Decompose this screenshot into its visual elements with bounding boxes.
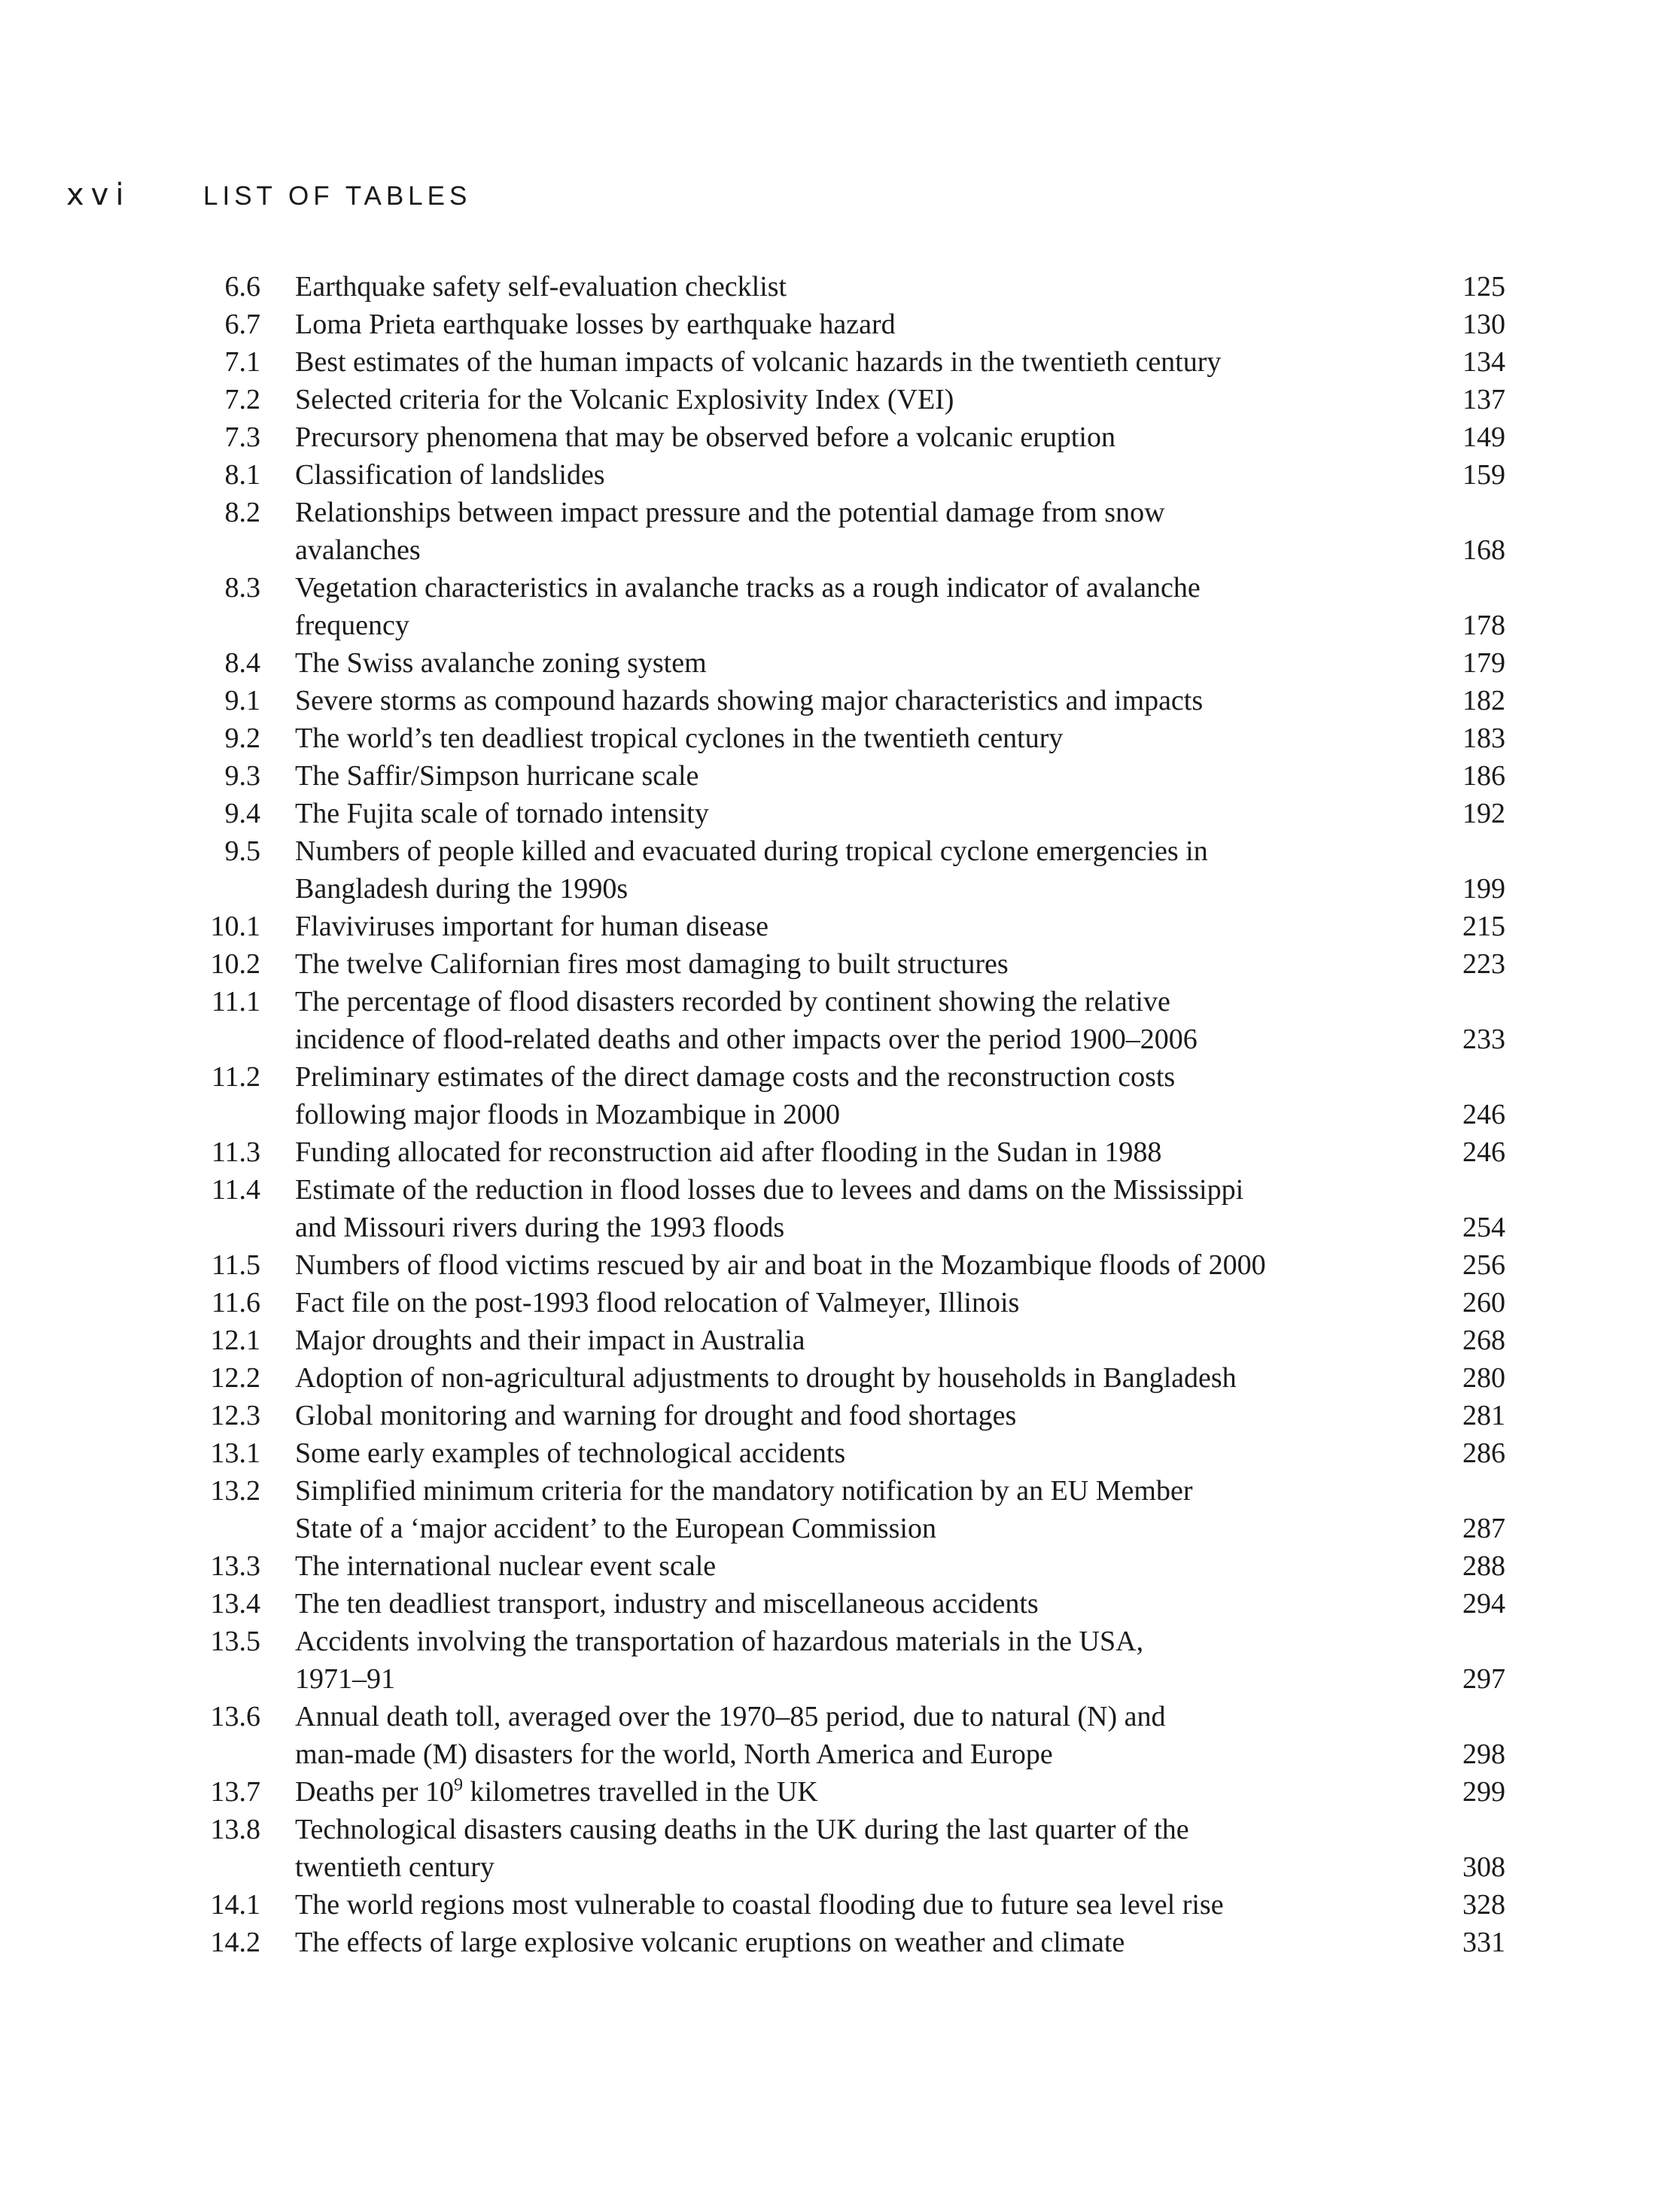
table-title [295,1886,1394,1924]
table-title-line: Some early examples of technological accidents [295,1437,846,1469]
page-number: 260 [1462,1287,1505,1319]
toc-entry [0,1811,1680,1886]
table-title [295,1623,1394,1698]
page-number: 178 [1462,610,1505,641]
table-title-line: Precursory phenomena that may be observed before a volcanic eruption [295,421,1115,453]
table-number: 11.1 [211,986,260,1017]
superscript-exponent: 9 [454,1775,464,1795]
table-title-line: Severe storms as compound hazards showing major characteristics and impacts [295,685,1204,716]
table-number: 9.4 [224,798,260,829]
page-number: 286 [1462,1437,1505,1469]
running-head-title: LIST OF TABLES [203,181,472,211]
toc-entry [0,1058,1680,1133]
table-number: 13.3 [210,1550,260,1582]
table-title-line: Accidents involving the transportation of hazardous materials in the USA, [295,1626,1144,1657]
toc-entry [0,1397,1680,1434]
table-title-line: twentieth century [295,1851,495,1883]
table-title-line: frequency [295,610,409,641]
table-title [295,1322,1394,1359]
table-title-text: kilometres travelled in the UK [463,1776,818,1808]
table-number: 11.3 [211,1136,260,1168]
page-number: 186 [1462,760,1505,792]
page-number: 137 [1462,384,1505,415]
toc-entry [0,1472,1680,1547]
table-title-line: Vegetation characteristics in avalanche tracks as a rough indicator of avalanche [295,572,1201,604]
toc-entry [0,1246,1680,1284]
table-number: 10.2 [210,948,260,980]
table-title [295,1397,1394,1434]
table-title-line: Major droughts and their impact in Australia [295,1325,805,1356]
toc-entry [0,945,1680,983]
toc-entry [0,1322,1680,1359]
table-title [295,1472,1394,1547]
toc-entry [0,1623,1680,1698]
toc-entry [0,719,1680,757]
toc-entry [0,757,1680,795]
table-title [295,1698,1394,1773]
table-title-line: The effects of large explosive volcanic eruptions on weather and climate [295,1927,1125,1958]
table-title [295,1058,1394,1133]
table-number: 8.3 [224,572,260,604]
page-number: 308 [1462,1851,1505,1883]
table-title-line: Annual death toll, averaged over the 1970–85 period, due to natural (N) and [295,1701,1166,1732]
table-title [295,1133,1394,1171]
table-title-line: Funding allocated for reconstruction aid after flooding in the Sudan in 1988 [295,1136,1162,1168]
table-number: 12.2 [210,1362,260,1394]
table-number: 9.5 [224,835,260,867]
table-title [295,381,1394,418]
page-number: 254 [1462,1212,1505,1243]
table-title-line: following major floods in Mozambique in 2000 [295,1099,841,1130]
toc-entry [0,456,1680,494]
table-title [295,1585,1394,1623]
page-number: 287 [1462,1513,1505,1544]
table-title [295,306,1394,343]
table-title-line: Loma Prieta earthquake losses by earthquake hazard [295,309,896,340]
table-title-line: Best estimates of the human impacts of volcanic hazards in the twentieth century [295,346,1222,378]
table-title-line: State of a ‘major accident’ to the European Commission [295,1513,936,1544]
toc-entry [0,1547,1680,1585]
page-number: 299 [1462,1776,1505,1808]
toc-entry [0,268,1680,306]
table-title [295,983,1394,1058]
toc-entry [0,569,1680,644]
table-number: 13.5 [210,1626,260,1657]
page-number: 223 [1462,948,1505,980]
page-number: 192 [1462,798,1505,829]
table-title [295,757,1394,795]
table-title-line: Fact file on the post-1993 flood relocation of Valmeyer, Illinois [295,1287,1020,1319]
table-title [295,795,1394,832]
table-title [295,1246,1394,1284]
table-number: 12.1 [210,1325,260,1356]
page-number: 281 [1462,1400,1505,1431]
table-title [295,494,1394,569]
page-number: 149 [1462,421,1505,453]
toc-entry [0,908,1680,945]
page-number: 246 [1462,1099,1505,1130]
toc-entry [0,494,1680,569]
toc-entry [0,1698,1680,1773]
table-title [295,569,1394,644]
table-title-line: incidence of flood-related deaths and other impacts over the period 1900–2006 [295,1024,1198,1055]
table-number: 13.2 [210,1475,260,1507]
toc-entry [0,1434,1680,1472]
page-number: 159 [1462,459,1505,491]
table-title [295,343,1394,381]
page-number: 294 [1462,1588,1505,1620]
toc-entry [0,1886,1680,1924]
toc-entry [0,1171,1680,1246]
table-title [295,719,1394,757]
toc-entry [0,1133,1680,1171]
table-title-line: The ten deadliest transport, industry and miscellaneous accidents [295,1588,1039,1620]
page-number: 179 [1462,647,1505,679]
table-title-line: Simplified minimum criteria for the mandatory notification by an EU Member [295,1475,1193,1507]
table-title-line: Global monitoring and warning for drought and food shortages [295,1400,1017,1431]
page-number: 182 [1462,685,1505,716]
table-title-line: Technological disasters causing deaths in the UK during the last quarter of the [295,1814,1189,1845]
page-number: 134 [1462,346,1505,378]
table-title-line: Selected criteria for the Volcanic Explosivity Index (VEI) [295,384,954,415]
table-number: 11.2 [211,1061,260,1093]
table-number: 14.1 [210,1889,260,1921]
table-number: 11.6 [211,1287,260,1319]
table-number: 12.3 [210,1400,260,1431]
table-title-line: Earthquake safety self-evaluation checklist [295,271,787,303]
table-title [295,945,1394,983]
table-number: 14.2 [210,1927,260,1958]
table-number: 13.7 [210,1776,260,1808]
page-number: 297 [1462,1663,1505,1695]
table-number: 6.6 [224,271,260,303]
table-title-line: Numbers of people killed and evacuated during tropical cyclone emergencies in [295,835,1208,867]
table-title [295,908,1394,945]
table-title [295,832,1394,908]
page-number: 256 [1462,1249,1505,1281]
toc-entry [0,832,1680,908]
table-title [295,1359,1394,1397]
table-title-line: and Missouri rivers during the 1993 floods [295,1212,785,1243]
table-title-line: The Fujita scale of tornado intensity [295,798,709,829]
table-title [295,1434,1394,1472]
table-title-line: Relationships between impact pressure and the potential damage from snow [295,497,1165,528]
toc-entry [0,418,1680,456]
toc-entry [0,343,1680,381]
table-number: 8.1 [224,459,260,491]
toc-entry [0,682,1680,719]
page-number: 268 [1462,1325,1505,1356]
toc-entry [0,795,1680,832]
table-title [295,1171,1394,1246]
table-title-text: Deaths per 10 [295,1776,455,1808]
table-number: 13.4 [210,1588,260,1620]
table-title-line: Bangladesh during the 1990s [295,873,628,905]
page-number: 331 [1462,1927,1505,1958]
page-number: 328 [1462,1889,1505,1921]
table-number: 7.3 [224,421,260,453]
table-title-line: The international nuclear event scale [295,1550,717,1582]
toc-entry [0,1284,1680,1322]
table-title [295,1547,1394,1585]
list-of-tables [0,268,1680,1961]
page-number: 199 [1462,873,1505,905]
table-title-line: The world’s ten deadliest tropical cyclones in the twentieth century [295,722,1064,754]
table-number: 9.2 [224,722,260,754]
table-title [295,418,1394,456]
table-title-line: Estimate of the reduction in flood losses due to levees and dams on the Mississippi [295,1174,1244,1206]
table-number: 8.4 [224,647,260,679]
table-title [295,1811,1394,1886]
table-title-line: Numbers of flood victims rescued by air and boat in the Mozambique floods of 2000 [295,1249,1266,1281]
table-title [295,644,1394,682]
toc-entry [0,1585,1680,1623]
table-number: 6.7 [224,309,260,340]
table-number: 11.5 [211,1249,260,1281]
table-number: 11.4 [211,1174,260,1206]
table-title-line: 1971–91 [295,1663,395,1695]
toc-entry [0,381,1680,418]
table-title-line: avalanches [295,534,421,566]
page-number: 280 [1462,1362,1505,1394]
table-title [295,268,1394,306]
table-title [295,682,1394,719]
table-number: 13.6 [210,1701,260,1732]
table-title-line: The world regions most vulnerable to coastal flooding due to future sea level rise [295,1889,1224,1921]
table-number: 7.2 [224,384,260,415]
table-title-line: The twelve Californian fires most damaging to built structures [295,948,1009,980]
table-title-line: The Swiss avalanche zoning system [295,647,707,679]
table-title-line: man-made (M) disasters for the world, North America and Europe [295,1738,1053,1770]
toc-entry [0,1773,1680,1811]
page-folio: xvi [66,178,131,212]
toc-entry [0,1924,1680,1961]
running-head [66,178,471,215]
table-title-line: Flaviviruses important for human disease [295,911,768,942]
toc-entry [0,983,1680,1058]
page-number: 130 [1462,309,1505,340]
page-number: 246 [1462,1136,1505,1168]
table-title [295,1924,1394,1961]
page-number: 298 [1462,1738,1505,1770]
table-number: 10.1 [210,911,260,942]
table-number: 9.1 [224,685,260,716]
page-number: 168 [1462,534,1505,566]
page-number: 215 [1462,911,1505,942]
toc-entry [0,306,1680,343]
page-number: 183 [1462,722,1505,754]
table-title-line: Adoption of non-agricultural adjustments to drought by households in Bangladesh [295,1362,1237,1394]
toc-entry [0,644,1680,682]
toc-entry [0,1359,1680,1397]
table-number: 9.3 [224,760,260,792]
table-title-line: The percentage of flood disasters recorded by continent showing the relative [295,986,1170,1017]
table-number: 7.1 [224,346,260,378]
page-number: 288 [1462,1550,1505,1582]
page-number: 125 [1462,271,1505,303]
table-title [295,456,1394,494]
table-title-line: The Saffir/Simpson hurricane scale [295,760,699,792]
table-title [295,1773,1394,1811]
table-title [295,1284,1394,1322]
table-title-line: Classification of landslides [295,459,605,491]
table-title-line: Preliminary estimates of the direct damage costs and the reconstruction costs [295,1061,1176,1093]
table-number: 13.1 [210,1437,260,1469]
table-number: 8.2 [224,497,260,528]
page-number: 233 [1462,1024,1505,1055]
table-number: 13.8 [210,1814,260,1845]
